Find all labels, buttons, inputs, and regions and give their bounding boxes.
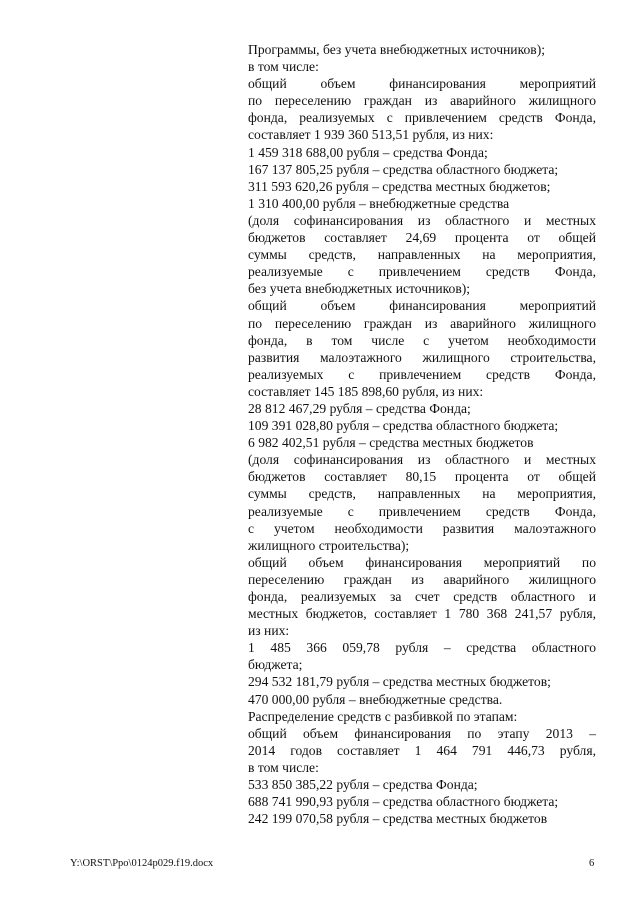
body-line: реализуемых с привлечением средств Фонда,: [248, 366, 596, 382]
body-line: в том числе:: [248, 759, 319, 775]
body-line: общий объем финансирования по этапу 2013 –: [248, 725, 596, 741]
body-line: 1 310 400,00 рубля – внебюджетные средства: [248, 195, 510, 211]
body-line: составляет 145 185 898,60 рубля, из них:: [248, 383, 484, 399]
body-line: местных бюджетов, составляет 1 780 368 241,57 рубля,: [248, 606, 596, 622]
body-line: из них:: [248, 623, 290, 639]
body-line: 311 593 620,26 рубля – средства местных бюджетов;: [248, 178, 551, 194]
body-line: составляет 1 939 360 513,51 рубля, из них:: [248, 127, 494, 143]
body-line: в том числе:: [248, 59, 319, 75]
body-line: 1 459 318 688,00 рубля – средства Фонда;: [248, 144, 488, 160]
body-line: 28 812 467,29 рубля – средства Фонда;: [248, 400, 471, 416]
body-line: реализуемые с привлечением средств Фонда,: [248, 503, 596, 519]
body-line: суммы средств, направленных на мероприятия,: [248, 247, 596, 263]
document-body: [248, 41, 596, 827]
body-line: Распределение средств с разбивкой по этапам:: [248, 708, 518, 724]
body-line: по переселению граждан из аварийного жилищного: [248, 93, 596, 109]
body-line: (доля софинансирования из областного и местных: [248, 452, 596, 468]
body-line: фонда, реализуемых с привлечением средств Фонда,: [248, 110, 596, 126]
body-line: реализуемые с привлечением средств Фонда,: [248, 264, 596, 280]
body-line: фонда, в том числе с учетом необходимости: [248, 332, 596, 348]
footer-page-number: 6: [589, 858, 595, 869]
footer-file-path: Y:\ORST\Ppo\0124p029.f19.docx: [70, 858, 214, 869]
body-line: (доля софинансирования из областного и местных: [248, 212, 596, 228]
body-line: переселению граждан из аварийного жилищного: [248, 571, 596, 587]
body-line: с учетом необходимости развития малоэтажного: [248, 520, 596, 536]
body-line: 1 485 366 059,78 рубля – средства областного: [248, 640, 596, 656]
body-line: 167 137 805,25 рубля – средства областного бюджета;: [248, 161, 559, 177]
body-line: общий объем финансирования мероприятий: [248, 76, 596, 92]
body-line: 242 199 070,58 рубля – средства местных бюджетов: [248, 811, 548, 827]
body-line: 6 982 402,51 рубля – средства местных бюджетов: [248, 435, 534, 451]
body-line: общий объем финансирования мероприятий: [248, 298, 596, 314]
body-line: бюджетов составляет 80,15 процента от общей: [248, 469, 596, 485]
body-line: суммы средств, направленных на мероприятия,: [248, 486, 596, 502]
body-line: общий объем финансирования мероприятий по: [248, 554, 596, 570]
body-line: без учета внебюджетных источников);: [248, 281, 471, 297]
body-line: жилищного строительства);: [248, 537, 410, 553]
body-line: 470 000,00 рубля – внебюджетные средства.: [248, 691, 503, 707]
body-line: 109 391 028,80 рубля – средства областного бюджета;: [248, 418, 559, 434]
body-line: 533 850 385,22 рубля – средства Фонда;: [248, 777, 478, 793]
body-line: по переселению граждан из аварийного жилищного: [248, 315, 596, 331]
body-line: фонда, реализуемых за счет средств областного и: [248, 589, 596, 604]
body-line: бюджета;: [248, 657, 303, 673]
body-line: бюджетов составляет 24,69 процента от общей: [248, 230, 596, 246]
body-line: развития малоэтажного жилищного строительства,: [248, 349, 596, 365]
body-line: 294 532 181,79 рубля – средства местных бюджетов;: [248, 674, 551, 690]
body-line: 2014 годов составляет 1 464 791 446,73 рубля,: [248, 742, 596, 758]
body-line: 688 741 990,93 рубля – средства областного бюджета;: [248, 794, 559, 810]
body-line: Программы, без учета внебюджетных источников);: [248, 42, 546, 57]
